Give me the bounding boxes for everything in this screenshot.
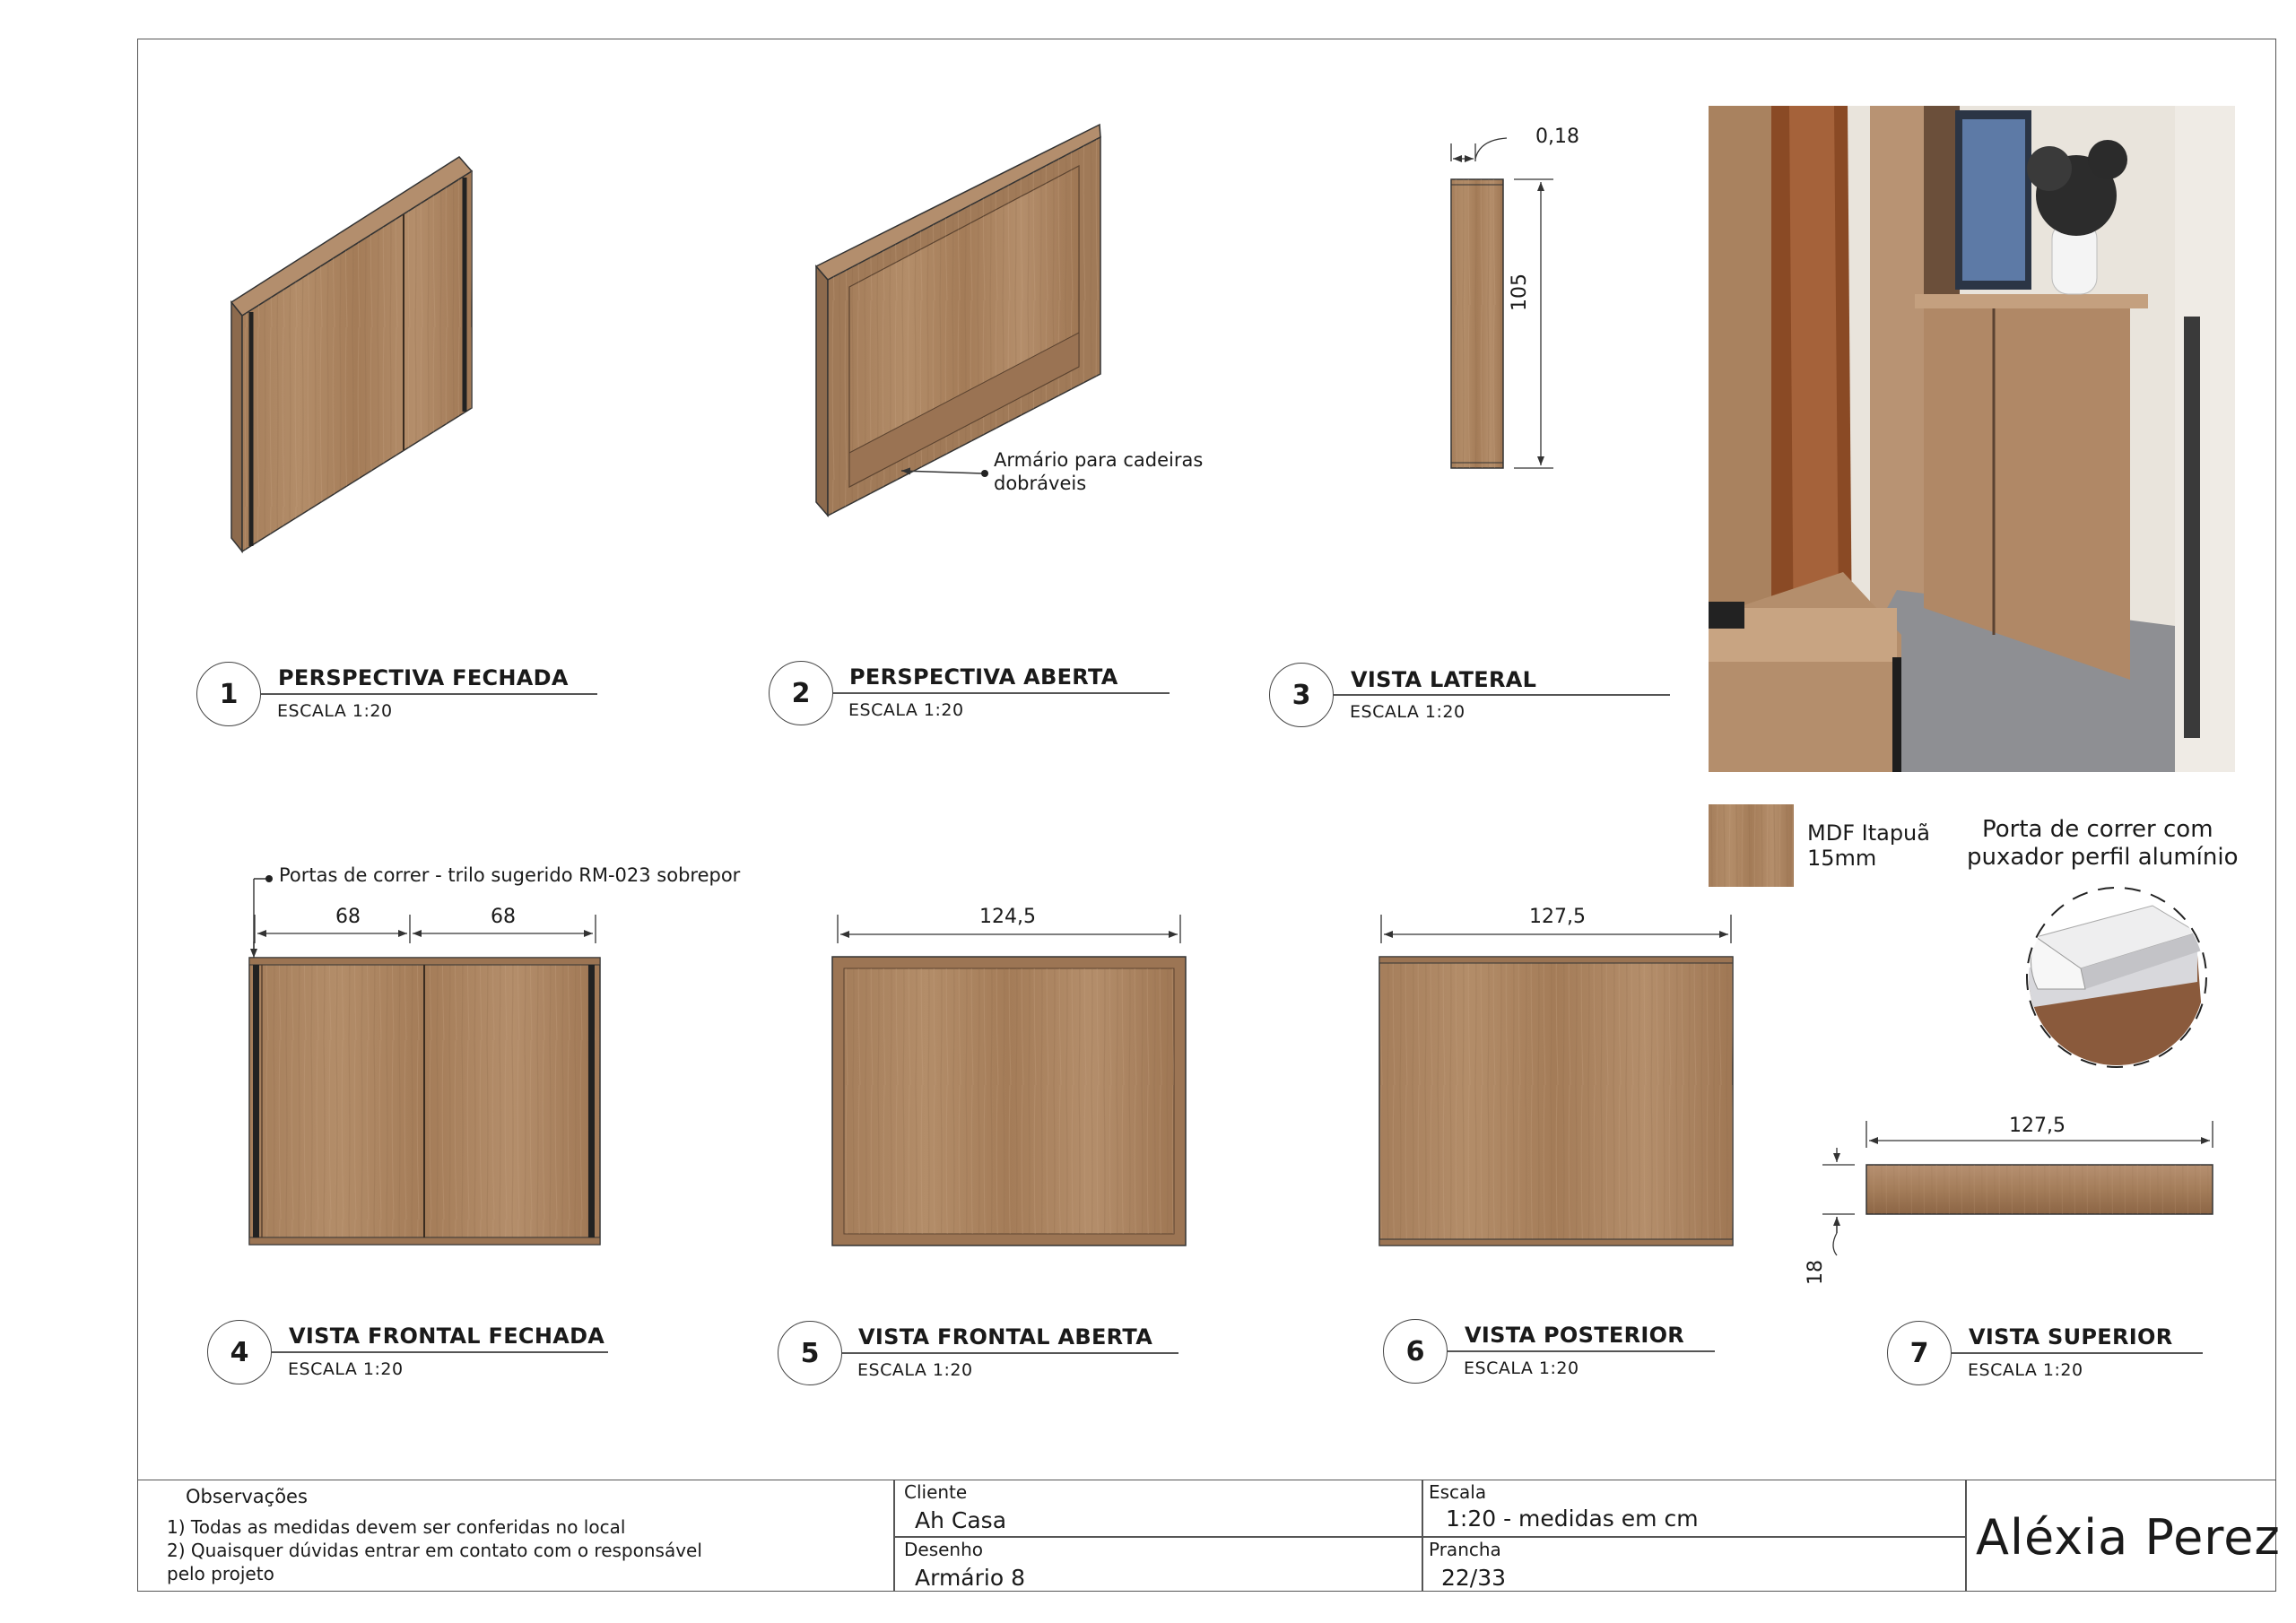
- view-1-underline: [261, 693, 597, 695]
- prancha-label: Prancha: [1429, 1539, 1501, 1560]
- desenho-value: Armário 8: [915, 1565, 1025, 1591]
- view-2-scale: ESCALA 1:20: [848, 700, 964, 720]
- view-7-underline: [1952, 1352, 2203, 1354]
- view-5-underline: [842, 1352, 1178, 1354]
- view-2-title: PERSPECTIVA ABERTA: [849, 664, 1118, 690]
- view-6-underline: [1448, 1350, 1715, 1352]
- obs-item-2: 2) Quaisquer dúvidas entrar em contato com o responsável: [167, 1540, 702, 1561]
- armario-leader: [897, 457, 996, 484]
- view-7-title: VISTA SUPERIOR: [1969, 1324, 2173, 1350]
- view-4-title: VISTA FRONTAL FECHADA: [289, 1324, 605, 1349]
- armario-note-line2: dobráveis: [994, 473, 1087, 494]
- view-7-number: 7: [1887, 1321, 1952, 1385]
- dim-front-right: 68: [491, 906, 516, 928]
- cliente-value: Ah Casa: [915, 1507, 1007, 1533]
- dim-lateral-height: 105: [1509, 273, 1531, 311]
- view-5-number: 5: [778, 1321, 842, 1385]
- view-6-scale: ESCALA 1:20: [1464, 1358, 1579, 1378]
- material-name: MDF Itapuã: [1807, 820, 1930, 846]
- view-6-number: 6: [1383, 1319, 1448, 1384]
- dim-top-depth: 18: [1805, 1260, 1827, 1285]
- vista-superior-drawing: [1803, 1112, 2224, 1291]
- vista-frontal-aberta-drawing: [825, 906, 1193, 1255]
- vista-frontal-fechada-drawing: [233, 861, 619, 1255]
- handle-title-line1: Porta de correr com: [1982, 816, 2213, 843]
- view-1-number: 1: [196, 662, 261, 726]
- dim-lateral-depth: 0,18: [1535, 126, 1579, 148]
- mdf-swatch: [1709, 804, 1794, 887]
- view-4-underline: [272, 1351, 608, 1353]
- obs-item-1: 1) Todas as medidas devem ser conferidas no local: [167, 1516, 626, 1538]
- view-1-scale: ESCALA 1:20: [277, 701, 393, 721]
- title-block-divider-3: [1965, 1480, 1967, 1592]
- cliente-label: Cliente: [904, 1481, 968, 1503]
- view-2-number: 2: [769, 661, 833, 725]
- handle-title-line2: puxador perfil alumínio: [1967, 844, 2239, 871]
- title-block-hline: [893, 1536, 1965, 1538]
- view-5-title: VISTA FRONTAL ABERTA: [858, 1324, 1153, 1350]
- vista-lateral-drawing: [1435, 126, 1578, 484]
- dim-top-width: 127,5: [2009, 1115, 2066, 1137]
- view-4-number: 4: [207, 1320, 272, 1384]
- dim-back-width: 127,5: [1529, 906, 1586, 928]
- vista-posterior-drawing: [1372, 906, 1740, 1255]
- view-3-scale: ESCALA 1:20: [1350, 702, 1465, 722]
- escala-label: Escala: [1429, 1481, 1487, 1503]
- render-image: [1709, 106, 2235, 772]
- view-4-scale: ESCALA 1:20: [288, 1359, 404, 1379]
- perspectiva-fechada-drawing: [224, 148, 529, 560]
- view-1-title: PERSPECTIVA FECHADA: [278, 665, 569, 690]
- view-2-underline: [833, 692, 1170, 694]
- dim-open-width: 124,5: [979, 906, 1036, 928]
- view-5-scale: ESCALA 1:20: [857, 1360, 973, 1380]
- armario-note-line1: Armário para cadeiras: [994, 449, 1204, 471]
- view-3-number: 3: [1269, 663, 1334, 727]
- view-6-title: VISTA POSTERIOR: [1465, 1323, 1685, 1348]
- prancha-value: 22/33: [1441, 1565, 1507, 1591]
- escala-value: 1:20 - medidas em cm: [1446, 1506, 1699, 1532]
- view-3-title: VISTA LATERAL: [1351, 667, 1537, 692]
- aluminium-handle-detail: [2018, 883, 2215, 1072]
- view-3-underline: [1334, 694, 1670, 696]
- author-name: Aléxia Perez: [1976, 1509, 2281, 1566]
- material-thickness: 15mm: [1807, 846, 1877, 871]
- view-7-scale: ESCALA 1:20: [1968, 1360, 2083, 1380]
- desenho-label: Desenho: [904, 1539, 984, 1560]
- dim-front-left: 68: [335, 906, 361, 928]
- obs-item-3: pelo projeto: [167, 1563, 274, 1584]
- obs-label: Observações: [186, 1486, 308, 1507]
- portas-note: Portas de correr - trilo sugerido RM-023 sobrepor: [279, 864, 741, 886]
